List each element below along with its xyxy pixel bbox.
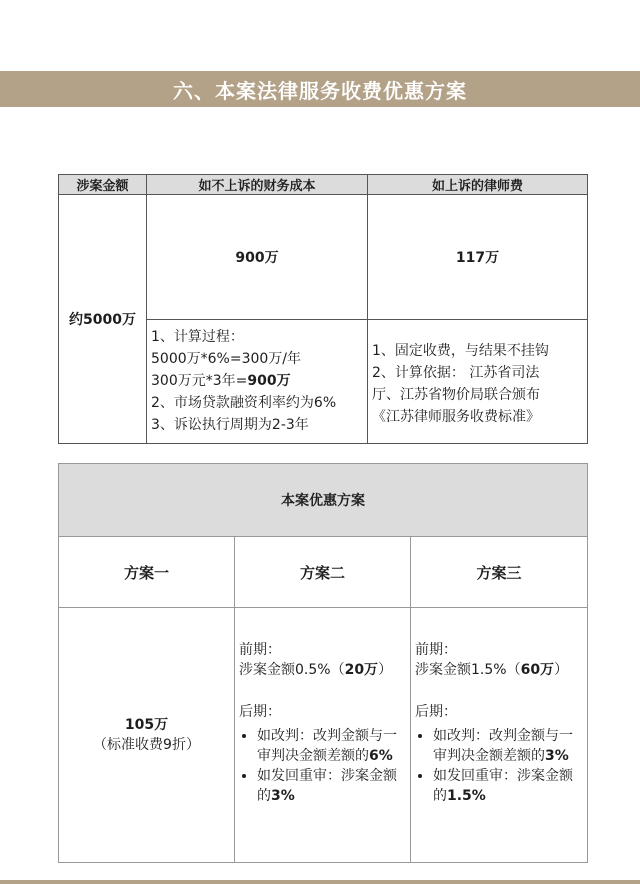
plan3-later-label: 后期：: [415, 704, 457, 720]
cost-calc-cell: [146, 319, 368, 444]
plan2-early-value: 涉案金额0.5%（20万）: [239, 662, 393, 678]
section-banner: [0, 71, 640, 107]
section-title: 六、本案法律服务收费优惠方案: [173, 78, 467, 103]
plan2-cell: [234, 607, 411, 863]
plan-header-2: 方案二: [234, 536, 411, 608]
cost-total-value: 900万: [235, 250, 279, 266]
calc-result: 900万: [247, 373, 291, 389]
calc-line: 1、计算过程：: [151, 329, 244, 345]
header-amount: 涉案金额: [58, 174, 147, 195]
fee-line: 厅、江苏省物价局联合颁布: [372, 387, 540, 403]
list-item: • 如改判：改判金额与一审判决金额差额的6%: [257, 726, 406, 766]
list-item: • 如发回重审：涉案金额的3%: [257, 766, 406, 806]
discount-plan-table: [58, 463, 588, 863]
cost-total-cell: [146, 194, 368, 320]
amount-cell: [58, 194, 147, 444]
plan3-early-value: 涉案金额1.5%（60万）: [415, 662, 569, 678]
plan1-cell: [58, 607, 235, 863]
fee-total-value: 117万: [455, 250, 500, 266]
list-item: • 如改判：改判金额与一审判决金额差额的3%: [433, 726, 583, 766]
fee-line: 1、固定收费，与结果不挂钩: [372, 343, 549, 359]
list-item: • 如发回重审：涉案金额的1.5%: [433, 766, 583, 806]
plan-table-title: 本案优惠方案: [58, 463, 588, 537]
plan1-amount: 105万: [124, 717, 169, 733]
plan-header-1: 方案一: [58, 536, 235, 608]
amount-value: 约5000万: [69, 312, 136, 328]
calc-line: 2、市场贷款融资利率约为6%: [151, 395, 337, 411]
bottom-divider: [0, 880, 640, 884]
plan1-note: （标准收费9折）: [93, 737, 200, 753]
plan2-later-list: [239, 726, 406, 806]
fee-basis-cell: [367, 319, 588, 444]
plan3-later-list: [415, 726, 583, 806]
plan3-cell: [410, 607, 588, 863]
calc-line: 5000万*6%=300万/年: [151, 351, 302, 367]
calc-line: 3、诉讼执行周期为2-3年: [151, 417, 309, 433]
cost-comparison-table: [58, 174, 588, 444]
plan-header-3: 方案三: [410, 536, 588, 608]
fee-total-cell: [367, 194, 588, 320]
header-fee: 如上诉的律师费: [367, 174, 588, 195]
plan2-later-label: 后期：: [239, 704, 281, 720]
plan2-early-label: 前期：: [239, 642, 281, 658]
plan3-early-label: 前期：: [415, 642, 457, 658]
calc-line: 300万元*3年=900万: [151, 373, 291, 389]
fee-line: 2、计算依据： 江苏省司法: [372, 365, 540, 381]
fee-line: 《江苏律师服务收费标准》: [372, 409, 540, 425]
header-cost: 如不上诉的财务成本: [146, 174, 368, 195]
